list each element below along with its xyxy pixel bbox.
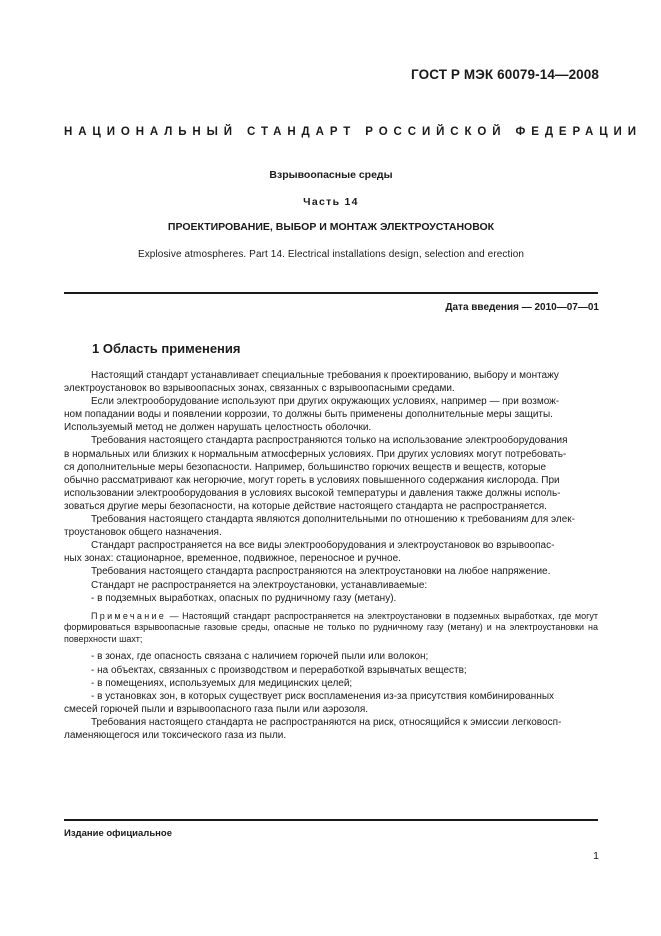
document-code: ГОСТ Р МЭК 60079-14—2008 bbox=[411, 67, 599, 82]
paragraph: Настоящий стандарт устанавливает специальные требования к проектированию, выбору и монтажу bbox=[91, 370, 559, 381]
paragraph: Требования настоящего стандарта распространяются только на использование электрооборудования bbox=[91, 435, 568, 447]
paragraph: троустановок общего назначения. bbox=[64, 527, 222, 539]
divider-top bbox=[64, 292, 598, 294]
paragraph: - на объектах, связанных с производством и переработкой взрывчатых веществ; bbox=[91, 664, 467, 676]
paragraph: ся дополнительные меры безопасности. Например, большинство горючих веществ и веществ, которые bbox=[64, 461, 547, 473]
paragraph: использовании электрооборудования в условиях высокой температуры и давления также должны исполь- bbox=[64, 487, 561, 499]
section-title: 1 Область применения bbox=[92, 341, 241, 356]
paragraph: Требования настоящего стандарта распространяются на электроустановки на любое напряжение. bbox=[91, 566, 551, 578]
paragraph: зоваться другие меры безопасности, на которые действие настоящего стандарта не распространяется. bbox=[64, 500, 547, 512]
paragraph: - в подземных выработках, опасных по рудничному газу (метану). bbox=[91, 592, 397, 604]
paragraph: ных зонах: стационарное, временное, подвижное, переносное и ручное. bbox=[64, 553, 401, 565]
paragraph: - в установках зон, в которых существует риск воспламенения из-за присутствия комбинированных bbox=[91, 690, 555, 702]
paragraph: Если электрооборудование используют при других окружающих условиях, например — при возмож- bbox=[91, 396, 560, 408]
paragraph: - в зонах, где опасность связана с наличием горючей пыли или волокон; bbox=[91, 651, 429, 663]
paragraph: - в помещениях, используемых для медицинских целей; bbox=[91, 677, 353, 689]
page-number: 1 bbox=[593, 850, 599, 862]
paragraph: смесей горючей пыли и взрывоопасного газа пыли или аэрозоля. bbox=[64, 703, 369, 715]
section-body bbox=[64, 369, 598, 742]
paragraph: Стандарт не распространяется на электроустановки, устанавливаемые: bbox=[91, 579, 428, 591]
paragraph: Стандарт распространяется на все виды электрооборудования и электроустановок во взрывоопас- bbox=[91, 540, 555, 552]
introduction-date: Дата введения — 2010—07—01 bbox=[445, 302, 599, 313]
paragraph: электроустановок во взрывоопасных зонах, связанных с взрывоопасными средами. bbox=[64, 383, 455, 395]
national-standard-heading: НАЦИОНАЛЬНЫЙ СТАНДАРТ РОССИЙСКОЙ ФЕДЕРАЦИИ bbox=[64, 126, 642, 138]
note-label: Примечание bbox=[91, 610, 167, 621]
paragraph: ламеняющегося или токсического газа из пыли. bbox=[64, 730, 287, 742]
title-part: Часть 14 bbox=[303, 196, 359, 208]
paragraph: обычно рассматривают как негорючие, могут гореть в условиях повышенного содержания кислорода. При bbox=[64, 474, 560, 486]
title-general: Взрывоопасные среды bbox=[269, 169, 393, 181]
note bbox=[64, 611, 598, 646]
edition-label: Издание официальное bbox=[64, 828, 172, 839]
paragraph: Требования настоящего стандарта не распространяются на риск, относящийся к эмиссии легковосп- bbox=[91, 716, 562, 728]
title-specific: ПРОЕКТИРОВАНИЕ, ВЫБОР И МОНТАЖ ЭЛЕКТРОУСТАНОВОК bbox=[167, 221, 495, 233]
paragraph: Требования настоящего стандарта являются дополнительными по отношению к требованиям для элек- bbox=[91, 514, 576, 526]
paragraph: ном попадании воды и появлении коррозии, то должны быть применены дополнительные меры защиты. bbox=[64, 409, 553, 421]
paragraph: в нормальных или близких к нормальным атмосферных условиях. При других условиях могут потребовать- bbox=[64, 448, 567, 460]
divider-bottom bbox=[64, 819, 598, 821]
title-english: Explosive atmospheres. Part 14. Electrical installations design, selection and erection bbox=[137, 249, 525, 260]
paragraph: Используемый метод не должен нарушать целостность оболочки. bbox=[64, 422, 372, 434]
note-text: — Настоящий стандарт распространяется на электроустановки в подземных выработках, где могут формироваться взрывоопасные газовые среды, опасные не только по рудничному газу (метану) и на электроустановки на поверхности шахт; bbox=[64, 610, 598, 644]
